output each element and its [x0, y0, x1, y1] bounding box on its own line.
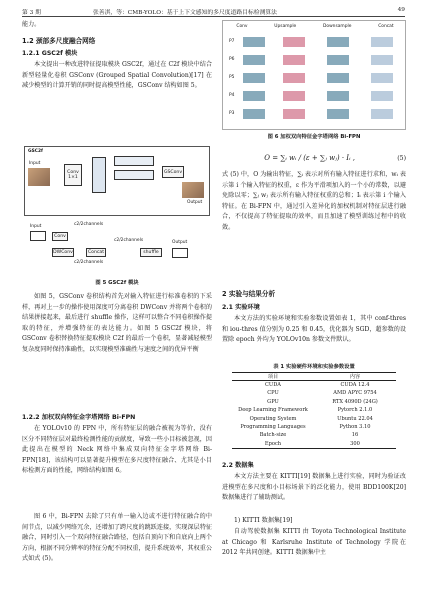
table-row	[232, 389, 396, 397]
paragraph-gsconv: 如图 5，GSConv 卷积结构首先对输入特征进行标准卷积的下采样，再对上一步的操作使用深度可分离卷积 DWConv 并将两个卷积的结果拼接起来，最后进行 shuffle 操作，这样可以整合不同卷积操作提取的特征，并增强特征的表达能力。如图 5 GSC2f 模块，将 GSConv 卷积替换特征提取模块 C2f 的最后一个卷积，显著减轻模型复杂度同时保持准确性，以实现模型准确性与速度之间的优异平衡	[22, 293, 212, 353]
table-row	[232, 414, 396, 422]
level-p6: P6	[229, 57, 235, 62]
figure-5	[22, 144, 212, 278]
table-cell-content: AMD APYC 9754	[333, 390, 377, 397]
section-1-2-1-heading: 1.2.1 GSC2f 模块	[22, 50, 78, 57]
legend-conv: Conv	[236, 23, 248, 29]
dwconv-block: DWConv	[53, 250, 73, 255]
table-cell-item: CPU	[267, 390, 279, 397]
page-number: 49	[397, 7, 405, 13]
shuffle-block: shuffle	[140, 248, 162, 257]
section-2-2-heading: 2.2 数据集	[222, 462, 254, 469]
table-row	[232, 406, 396, 414]
paragraph-kitti: 自动驾驶数据集 KITTI 由 Toyota Technological Institute at Chicago 和 Karlsruhe Institute of Technology 学院在 2012 年共同创建。KITTI 数据集中主	[222, 528, 406, 557]
legend-upsample: Upsample	[274, 23, 297, 29]
running-title: 张善淇，等：CMB-YOLO：基于上下文感知的多尺度道路目标检测算法	[93, 10, 277, 16]
paragraph-fig6: 图 6 中，Bi-FPN 去除了只有单一输入边或不进行特征融合的中间节点，以减少网络冗余，还增加了跨尺度的跳跃连接，实现深层特征融合，同时引入一个双向特征融合路径，包括自顶向下和自底向上两个方向，根据不同分辨率的特征分配不同权重，提升系统效率，其权重公式如式 (5)。	[22, 513, 212, 563]
output-nodes	[371, 37, 393, 123]
paragraph-experiment-env: 本文方法的实验环境和实验参数设置如表 1，其中 conf-thres 和 iou-thres 值分别为 0.25 和 0.45，优化器为 SGD，超参数的设置除 epoch 外均为 YOLOv10n 参数文件默认。	[222, 315, 406, 344]
channels-bottom-label: c2/2channels	[74, 260, 104, 265]
equation-body: O = ∑ᵢ wᵢ / (ε + ∑ⱼ wⱼ) · Iᵢ ,	[264, 154, 355, 162]
section-2-heading: 2 实验与结果分析	[222, 290, 276, 298]
table-cell-content: RTX 4090D (24G)	[332, 398, 378, 405]
table-cell-content: 300	[350, 440, 360, 447]
table-cell-item: Operating System	[249, 415, 297, 422]
table-header-item: 项目	[267, 374, 279, 381]
bottomup-nodes	[327, 37, 349, 123]
issue-label: 第 3 期	[22, 10, 41, 16]
bottleneck-block-2	[114, 170, 154, 180]
table-1	[232, 372, 396, 449]
paragraph-formula-explain: 式 (5) 中，O 为输出特征，∑ᵢ 表示对所有输入特征进行求和，wᵢ 表示第 i 个输入特征的权重，ε 作为平滑项加入的一个小的常数，以避免除以零；∑ⱼ wⱼ 表示所有输入特征权重的总和；Iᵢ 表示第 i 个输入特征。在 Bi-FPN 中，通过引入差异化的加权机制对特征层进行融合，不仅提高了特征提取的效率，而且加速了模型训练过程中的收敛。	[222, 171, 406, 231]
fig6-legend	[223, 21, 407, 31]
fig5-input-label: Input	[29, 161, 41, 166]
table-cell-content: CUDA 12.4	[340, 382, 370, 389]
table-cell-item: Programming Languages	[240, 424, 306, 431]
figure-6-caption: 图 6 加权双向特征金字塔网络 Bi-FPN	[267, 134, 361, 140]
table-row	[232, 431, 396, 439]
split-block	[92, 157, 106, 193]
level-p3: P3	[229, 111, 235, 116]
backbone-nodes	[243, 37, 265, 123]
table-cell-content: Ubuntu 22.04	[337, 415, 373, 422]
table-cell-content: Python 3.10	[339, 424, 371, 431]
kitti-list-item: 1) KITTI 数据集[19]	[234, 517, 293, 524]
section-1-2-heading: 1.2 颈部多尺度融合网络	[22, 37, 96, 45]
table-cell-item: GPU	[267, 398, 279, 405]
conv-1x1-block: Conv 1×1	[64, 164, 82, 186]
channels-top-label: c2/2channels	[74, 222, 104, 227]
table-cell-content: Pytorch 2.1.0	[337, 407, 373, 414]
table-row	[232, 440, 396, 448]
legend-concat: Concat	[378, 23, 394, 29]
gsconv-block: GSConv	[162, 166, 184, 178]
gs-input-box	[30, 231, 46, 241]
header-rule	[22, 16, 405, 17]
intro-end: 能力。	[22, 21, 41, 28]
section-1-2-2-heading: 1.2.2 加权双向特征金字塔网络 Bi-FPN	[22, 414, 136, 421]
table-row	[232, 423, 396, 431]
table-row	[232, 398, 396, 406]
table-cell-item: CUDA	[265, 382, 281, 389]
table-cell-content: 16	[351, 432, 359, 439]
table-cell-item: Batch-size	[259, 432, 287, 439]
gs-input-label: Input	[30, 224, 42, 229]
gs-conv-block: Conv	[52, 232, 68, 241]
concat-block: Concat	[87, 250, 105, 255]
table-1-caption: 表 1 实验硬件环境和实验参数设置	[273, 364, 355, 370]
section-2-1-heading: 2.1 实验环境	[222, 304, 260, 311]
level-p5: P5	[229, 75, 235, 80]
fig5-output-label: Output	[187, 200, 203, 205]
paragraph-gsc2f: 本文提出一种改进特征提取模块 GSC2f，通过在 C2f 模块中结合新型轻量化卷积 GSConv (Grouped Spatial Convolution)[17] 在减少模型的计算开销的同时提高模型性能，GSConv 结构如图 5。	[22, 61, 212, 90]
legend-downsample: Downsample	[323, 23, 352, 29]
equation-5	[222, 148, 406, 168]
paragraph-bifpn: 在 YOLOv10 的 FPN 中，所有特征层的融合被视为等价，没有区分不同特征层对最终检测性能的贡献度，导致一些小目标被忽视，因此提出在模型的 Neck 网络中集成双向特征金字塔网络 Bi-FPN[18]，该结构可以显著提升模型在多尺度特征融合、尤其是小目标检测方面的性能，网络结构如图 6。	[22, 425, 212, 475]
level-p4: P4	[229, 93, 235, 98]
table-row	[232, 381, 396, 389]
figure-5-caption: 图 5 GSC2f 模块	[95, 280, 139, 286]
figure-6	[222, 20, 406, 130]
gs-output-box	[172, 248, 188, 258]
table-header-content: 内容	[349, 374, 361, 381]
topdown-nodes	[283, 37, 305, 123]
bottleneck-block-1	[114, 156, 154, 166]
output-image	[182, 182, 204, 198]
gsc2f-label: GSC2f	[28, 149, 43, 154]
channels-mid-label: c2/2channels	[114, 238, 144, 243]
table-cell-item: Epoch	[264, 440, 282, 447]
gs-output-label: Output	[172, 240, 188, 245]
table-cell-item: Deep Learning Framework	[238, 407, 308, 414]
paragraph-dataset: 本文方法主要在 KITTI[19] 数据集上进行实验，同时为验证改进模型在多尺度和小目标场景下的泛化能力，使用 BDD100K[20] 数据集进行了辅助测试。	[222, 473, 406, 502]
input-image	[28, 168, 50, 186]
equation-number: (5)	[397, 154, 406, 162]
level-p7: P7	[229, 39, 235, 44]
